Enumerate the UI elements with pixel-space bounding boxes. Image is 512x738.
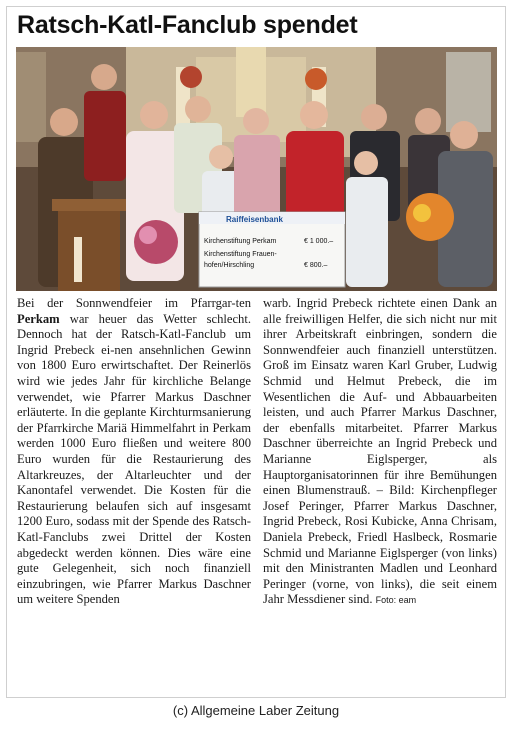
check-bank: Raiffeisenbank — [226, 215, 283, 224]
check-line3-amount: € 800.– — [304, 262, 328, 269]
group-photo — [16, 47, 497, 291]
location-bold: Perkam — [17, 311, 60, 326]
check-line1-amount: € 1 000.– — [304, 238, 334, 245]
article-body — [17, 296, 497, 609]
check-line3-label: hofen/Hirschling — [204, 262, 255, 269]
donation-check — [199, 212, 345, 287]
article-clipping — [6, 6, 506, 698]
body-column-left: Bei der Sonnwendfeier im Pfarrgar-ten Perkam war heuer das Wetter schlecht. Dennoch hat der Ratsch-Katl-Fanclub um Ingrid Prebeck ei-nen ansehnlichen Gewinn von 1800 Euro erwirtschaftet. Der Reinerlös wird wie jedes Jahr für kirchliche Belange verwendet, wie Pfarrer Markus Daschner erläuterte. In die geplante Kirchturmsanierung der Pfarrkirche Mariä Himmelfahrt in Perkam werden 1000 Euro fließen und weitere 800 Euro wurden für die Restaurierung des Altarkreuzes, der Altarleuchter und der Kanontafel verwendet. Die Kosten für die Restaurierung belaufen sich auf insgesamt 1200 Euro, sodass mit der Spende des Ratsch-Katl-Fanclubs zwei Drittel der Kosten abgedeckt werden können. Dies wäre eine gute Gelegenheit, sich noch finanziell einzubringen, wie Pfarrer Markus Daschner um weitere Spenden — [17, 296, 251, 607]
copyright-footer: (c) Allgemeine Laber Zeitung — [172, 703, 340, 718]
headline: Ratsch-Katl-Fanclub spendet — [17, 11, 358, 39]
check-line2-label: Kirchenstiftung Frauen- — [204, 251, 277, 258]
photo-credit: Foto: eam — [375, 595, 417, 606]
check-line1-label: Kirchenstiftung Perkam — [204, 238, 277, 245]
body-column-right: warb. Ingrid Prebeck richtete einen Dank an alle freiwilligen Helfer, die sich nicht nur mit ihrer Arbeitskraft einbringen, sondern die Sonnwendfeier auch finanziell unterstützen. Groß im Einsatz waren Karl Gruber, Ludwig Schmid und Helmut Prebeck, die im Wesentlichen die Auf- und Abbauarbeiten leisten, und auch Pfarrer Markus Daschner, der ebenfalls mitarbeitet. Pfarrer Markus Daschner überreichte an Ingrid Prebeck und Marianne Eiglsperger, als Hauptorganisatorinnen für ihre Bemühungen einen Blumenstrauß. – Bild: Kirchenpfleger Josef Peringer, Pfarrer Markus Daschner, Ingrid Prebeck, Rosi Kubicke, Anna Chrisam, Daniela Prebeck, Friedl Haslbeck, Rosmarie Schmid und Marianne Eiglsperger (von links) mit den Ministranten Madlen und Leonhard Peringer (vorne, von links), die seit einem Jahr Messdiener sind. Foto: eam — [263, 296, 497, 607]
